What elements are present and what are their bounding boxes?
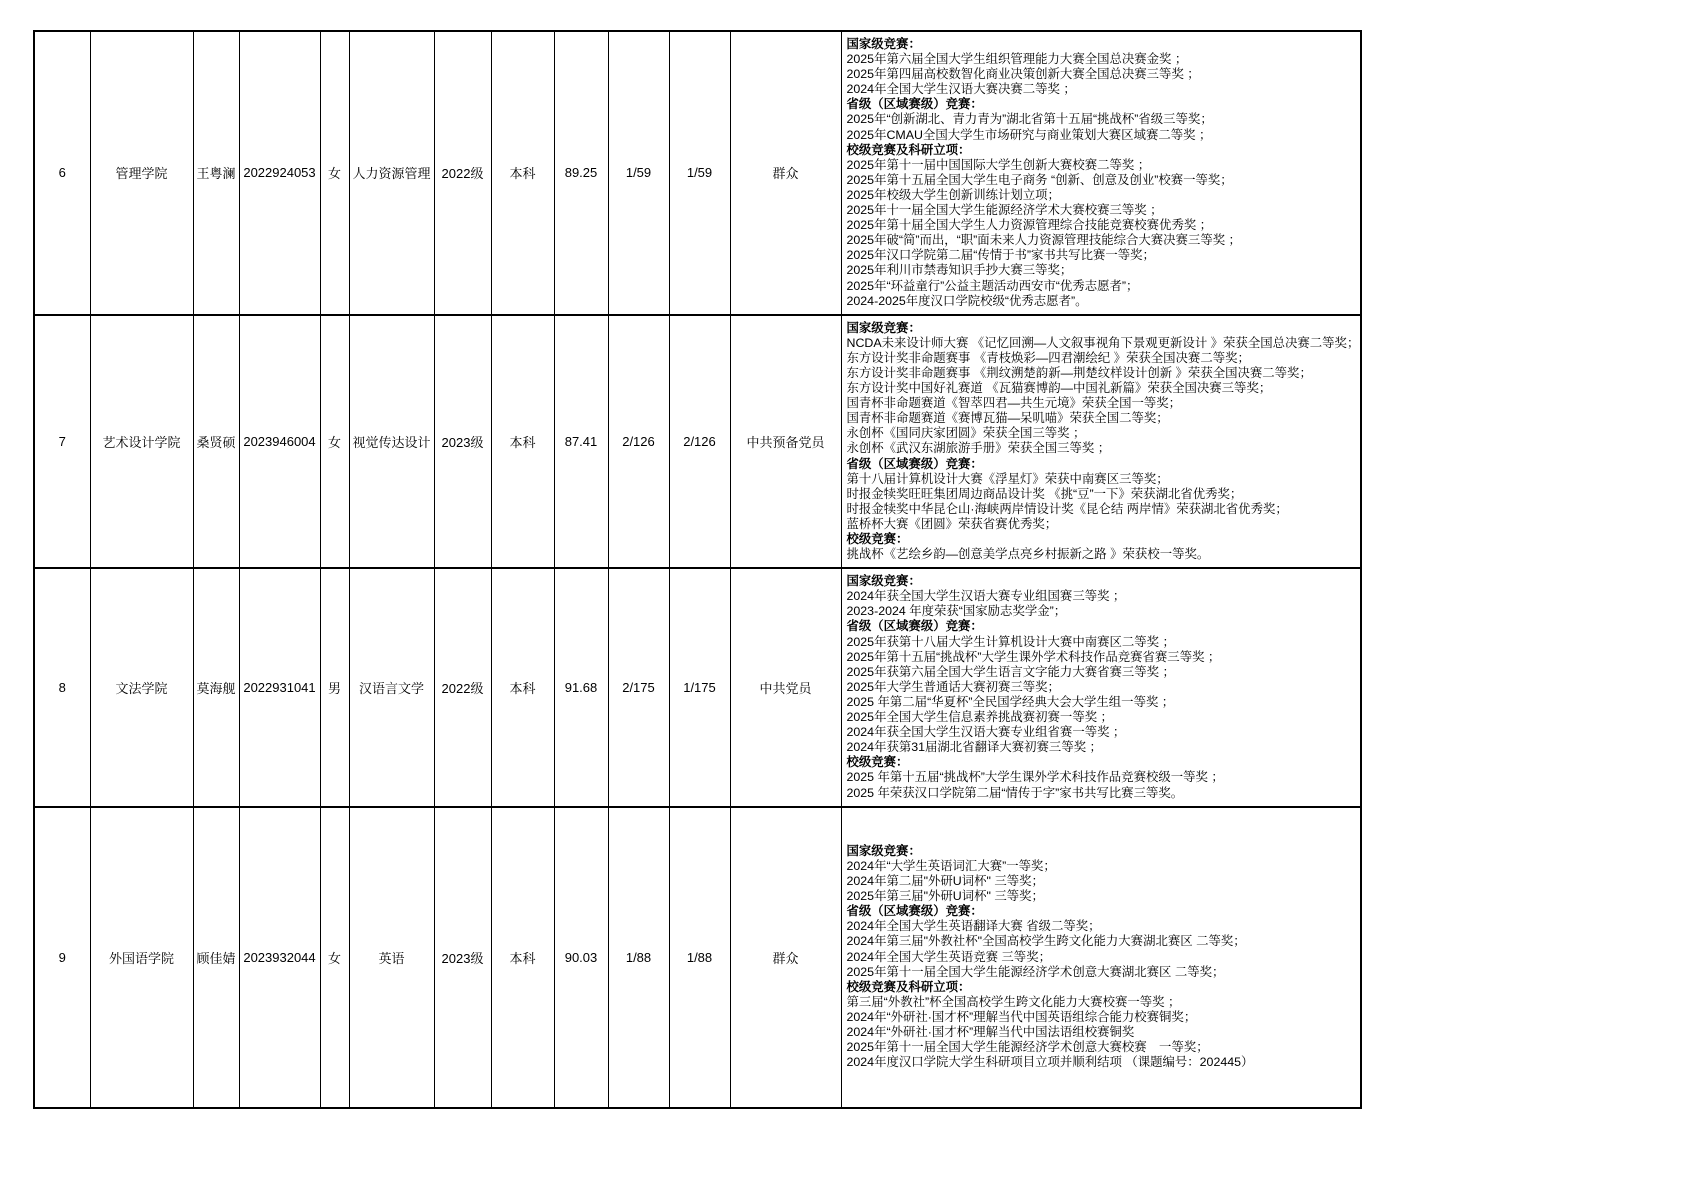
student-award-table — [33, 30, 1362, 1109]
cell-student_id: 2022931041 — [239, 568, 320, 806]
award-item: 2025年全国大学生信息素养挑战赛初赛一等奖 ； — [846, 710, 1113, 725]
award-item: 2024年获第31届湖北省翻译大赛初赛三等奖 ； — [846, 740, 1102, 755]
award-section-header: 校级竞赛及科研立项： — [846, 979, 971, 994]
cell-grade: 2022级 — [434, 568, 491, 806]
award-section-header: 国家级竞赛： — [846, 574, 921, 589]
cell-college: 文法学院 — [90, 568, 193, 806]
award-item: 2024年第二届"外研U词杯" 三等奖； — [846, 874, 1044, 889]
award-item: 2025年第六届全国大学生组织管理能力大赛全国总决赛金奖 ； — [846, 52, 1188, 67]
award-item: 永创杯《国同庆家团圆》荣获全国三等奖 ； — [846, 426, 1086, 441]
cell-no: 9 — [34, 807, 90, 1108]
cell-score: 90.03 — [554, 807, 608, 1108]
award-item: 2024年度汉口学院大学生科研项目立项并顺利结项 （课题编号：202445） — [846, 1055, 1254, 1070]
award-item: 2025年CMAU全国大学生市场研究与商业策划大赛区域赛二等奖 ； — [846, 127, 1212, 142]
award-item: 2024年“外研社·国才杯”理解当代中国法语组校赛铜奖 — [846, 1025, 1135, 1040]
cell-student_id: 2023946004 — [239, 315, 320, 569]
award-item: 2025年第三届"外研U词杯" 三等奖； — [846, 889, 1044, 904]
award-section-header: 校级竞赛及科研立项： — [846, 142, 971, 157]
award-item: 2025年大学生普通话大赛初赛三等奖； — [846, 679, 1060, 694]
cell-degree: 本科 — [491, 315, 554, 569]
award-item: 东方设计奖非命题赛事 《荆纹溯楚韵新—荆楚纹样设计创新 》荣获全国决赛二等奖； — [846, 365, 1312, 380]
award-item: 2024年“外研社·国才杯”理解当代中国英语组综合能力校赛铜奖； — [846, 1009, 1197, 1024]
award-item: 2025年校级大学生创新训练计划立项； — [846, 187, 1060, 202]
cell-score: 89.25 — [554, 31, 608, 315]
cell-rank2: 1/59 — [669, 31, 730, 315]
award-item: 时报金犊奖中华昆仑山·海峡两岸情设计奖《昆仑结 两岸情》荣获湖北省优秀奖； — [846, 501, 1288, 516]
cell-grade: 2023级 — [434, 807, 491, 1108]
award-item: 时报金犊奖旺旺集团周边商品设计奖 《挑“豆”一下》荣获湖北省优秀奖； — [846, 486, 1243, 501]
award-item: 2025年第十五届“挑战杯”大学生课外学术科技作品竞赛省赛三等奖 ； — [846, 649, 1221, 664]
cell-political_status: 群众 — [730, 31, 841, 315]
award-item: 2024-2025年度汉口学院校级“优秀志愿者”。 — [846, 293, 1088, 308]
cell-rank1: 1/88 — [608, 807, 669, 1108]
cell-rank2: 1/88 — [669, 807, 730, 1108]
award-item: 2024年全国大学生英语翻译大赛 省级二等奖； — [846, 919, 1101, 934]
cell-degree: 本科 — [491, 807, 554, 1108]
award-item: 2025年十一届全国大学生能源经济学术大赛校赛三等奖 ； — [846, 203, 1163, 218]
award-item: 2025年第十届全国大学生人力资源管理综合技能竞赛校赛优秀奖 ； — [846, 218, 1213, 233]
cell-gender: 女 — [320, 31, 349, 315]
cell-college: 管理学院 — [90, 31, 193, 315]
cell-student_id: 2022924053 — [239, 31, 320, 315]
award-section-header: 省级（区域赛级）竞赛： — [846, 456, 983, 471]
cell-rank1: 1/59 — [608, 31, 669, 315]
cell-college: 外国语学院 — [90, 807, 193, 1108]
cell-rank2: 2/126 — [669, 315, 730, 569]
cell-grade: 2022级 — [434, 31, 491, 315]
award-item: 2025年获第六届全国大学生语言文字能力大赛省赛三等奖 ； — [846, 664, 1175, 679]
award-item: 永创杯《武汉东湖旅游手册》荣获全国三等奖 ； — [846, 441, 1111, 456]
table-row — [34, 568, 1361, 806]
cell-major: 汉语言文学 — [349, 568, 434, 806]
award-item: 2025 年荣获汉口学院第二届“情传于字”家书共写比赛三等奖。 — [846, 785, 1184, 800]
award-item: 2025 年第十五届“挑战杯”大学生课外学术科技作品竞赛校级一等奖 ； — [846, 770, 1224, 785]
cell-name: 王粤澜 — [193, 31, 239, 315]
table-row — [34, 315, 1361, 569]
award-section-header: 国家级竞赛： — [846, 37, 921, 51]
cell-awards — [841, 315, 1361, 569]
cell-political_status: 中共党员 — [730, 568, 841, 806]
table-body — [34, 31, 1361, 1108]
cell-political_status: 群众 — [730, 807, 841, 1108]
award-item: 东方设计奖中国好礼赛道 《瓦猫赛博韵—中国礼新篇》荣获全国决赛三等奖； — [846, 381, 1272, 396]
cell-awards — [841, 807, 1361, 1108]
cell-no: 6 — [34, 31, 90, 315]
award-item: 2025年破“简”而出，“职”面未来人力资源管理技能综合大赛决赛三等奖 ； — [846, 233, 1241, 248]
award-item: 国青杯非命题赛道《智萃四君—共生元境》荣获全国一等奖； — [846, 396, 1182, 411]
cell-political_status: 中共预备党员 — [730, 315, 841, 569]
award-section-header: 国家级竞赛： — [846, 320, 921, 335]
cell-major: 英语 — [349, 807, 434, 1108]
award-item: 2025年第十五届全国大学生电子商务 “创新、创意及创业”校赛一等奖； — [846, 172, 1233, 187]
cell-gender: 女 — [320, 807, 349, 1108]
table-row — [34, 31, 1361, 315]
award-item: 2024年获全国大学生汉语大赛专业组省赛一等奖 ； — [846, 725, 1126, 740]
award-section-header: 校级竞赛： — [846, 532, 909, 546]
cell-name: 莫海舰 — [193, 568, 239, 806]
award-section-header: 省级（区域赛级）竞赛： — [846, 97, 983, 112]
award-section-header: 国家级竞赛： — [846, 843, 921, 858]
cell-score: 91.68 — [554, 568, 608, 806]
award-item: 2023-2024 年度荣获“国家励志奖学金”； — [846, 604, 1067, 619]
award-item: 2024年全国大学生汉语大赛决赛二等奖 ； — [846, 82, 1076, 97]
award-item: 2024年全国大学生英语竞赛 三等奖； — [846, 949, 1051, 964]
award-item: 2024年“大学生英语词汇大赛”一等奖； — [846, 858, 1056, 873]
award-item: NCDA未来设计师大赛 《记忆回溯—人文叙事视角下景观更新设计 》荣获全国总决赛二等奖； — [846, 335, 1360, 350]
award-section-header: 校级竞赛： — [846, 755, 909, 770]
cell-rank1: 2/126 — [608, 315, 669, 569]
award-item: 蓝桥杯大赛《团圆》荣获省赛优秀奖； — [846, 516, 1058, 531]
cell-grade: 2023级 — [434, 315, 491, 569]
award-item: 东方设计奖非命题赛事 《青枝焕彩—四君潮绘纪 》荣获全国决赛二等奖； — [846, 350, 1250, 365]
award-item: 2025 年第二届“华夏杯”全民国学经典大会大学生组一等奖 ； — [846, 694, 1175, 709]
award-item: 2025年第十一届中国国际大学生创新大赛校赛二等奖 ； — [846, 157, 1151, 172]
cell-gender: 女 — [320, 315, 349, 569]
award-item: 2024年获全国大学生汉语大赛专业组国赛三等奖 ； — [846, 589, 1126, 604]
cell-name: 顾佳婧 — [193, 807, 239, 1108]
cell-score: 87.41 — [554, 315, 608, 569]
cell-awards — [841, 568, 1361, 806]
award-item: 挑战杯《艺绘乡韵—创意美学点亮乡村振新之路 》荣获校一等奖。 — [846, 547, 1210, 562]
cell-no: 8 — [34, 568, 90, 806]
cell-student_id: 2023932044 — [239, 807, 320, 1108]
award-item: 国青杯非命题赛道《赛博瓦猫—呆叽喵》荣获全国二等奖； — [846, 411, 1169, 426]
cell-college: 艺术设计学院 — [90, 315, 193, 569]
cell-gender: 男 — [320, 568, 349, 806]
award-section-header: 省级（区域赛级）竞赛： — [846, 619, 983, 634]
award-item: 2025年第四届高校数智化商业决策创新大赛全国总决赛三等奖 ； — [846, 67, 1200, 82]
award-section-header: 省级（区域赛级）竞赛： — [846, 904, 983, 919]
cell-major: 人力资源管理 — [349, 31, 434, 315]
award-item: 2025年获第十八届大学生计算机设计大赛中南赛区二等奖 ； — [846, 634, 1175, 649]
cell-rank2: 1/175 — [669, 568, 730, 806]
award-item: 2025年“创新湖北、青力青为”湖北省第十五届“挑战杯”省级三等奖； — [846, 112, 1213, 127]
award-item: 2024年第三届"外教社杯"全国高校学生跨文化能力大赛湖北赛区 二等奖； — [846, 934, 1246, 949]
cell-degree: 本科 — [491, 31, 554, 315]
cell-awards — [841, 31, 1361, 315]
cell-major: 视觉传达设计 — [349, 315, 434, 569]
cell-name: 桑贤硕 — [193, 315, 239, 569]
award-item: 第十八届计算机设计大赛《浮星灯》荣获中南赛区三等奖； — [846, 471, 1169, 486]
table-row — [34, 807, 1361, 1108]
award-item: 2025年利川市禁毒知识手抄大赛三等奖； — [846, 263, 1073, 278]
award-item: 2025年第十一届全国大学生能源经济学术创意大赛湖北赛区 二等奖； — [846, 964, 1225, 979]
award-item: 第三届“外教社”杯全国高校学生跨文化能力大赛校赛一等奖 ； — [846, 994, 1181, 1009]
award-item: 2025年“环益童行”公益主题活动西安市“优秀志愿者”； — [846, 278, 1139, 293]
award-item: 2025年第十一届全国大学生能源经济学术创意大赛校赛 一等奖； — [846, 1040, 1209, 1055]
cell-rank1: 2/175 — [608, 568, 669, 806]
cell-no: 7 — [34, 315, 90, 569]
cell-degree: 本科 — [491, 568, 554, 806]
award-item: 2025年汉口学院第二届“传情于书”家书共写比赛一等奖； — [846, 248, 1155, 263]
